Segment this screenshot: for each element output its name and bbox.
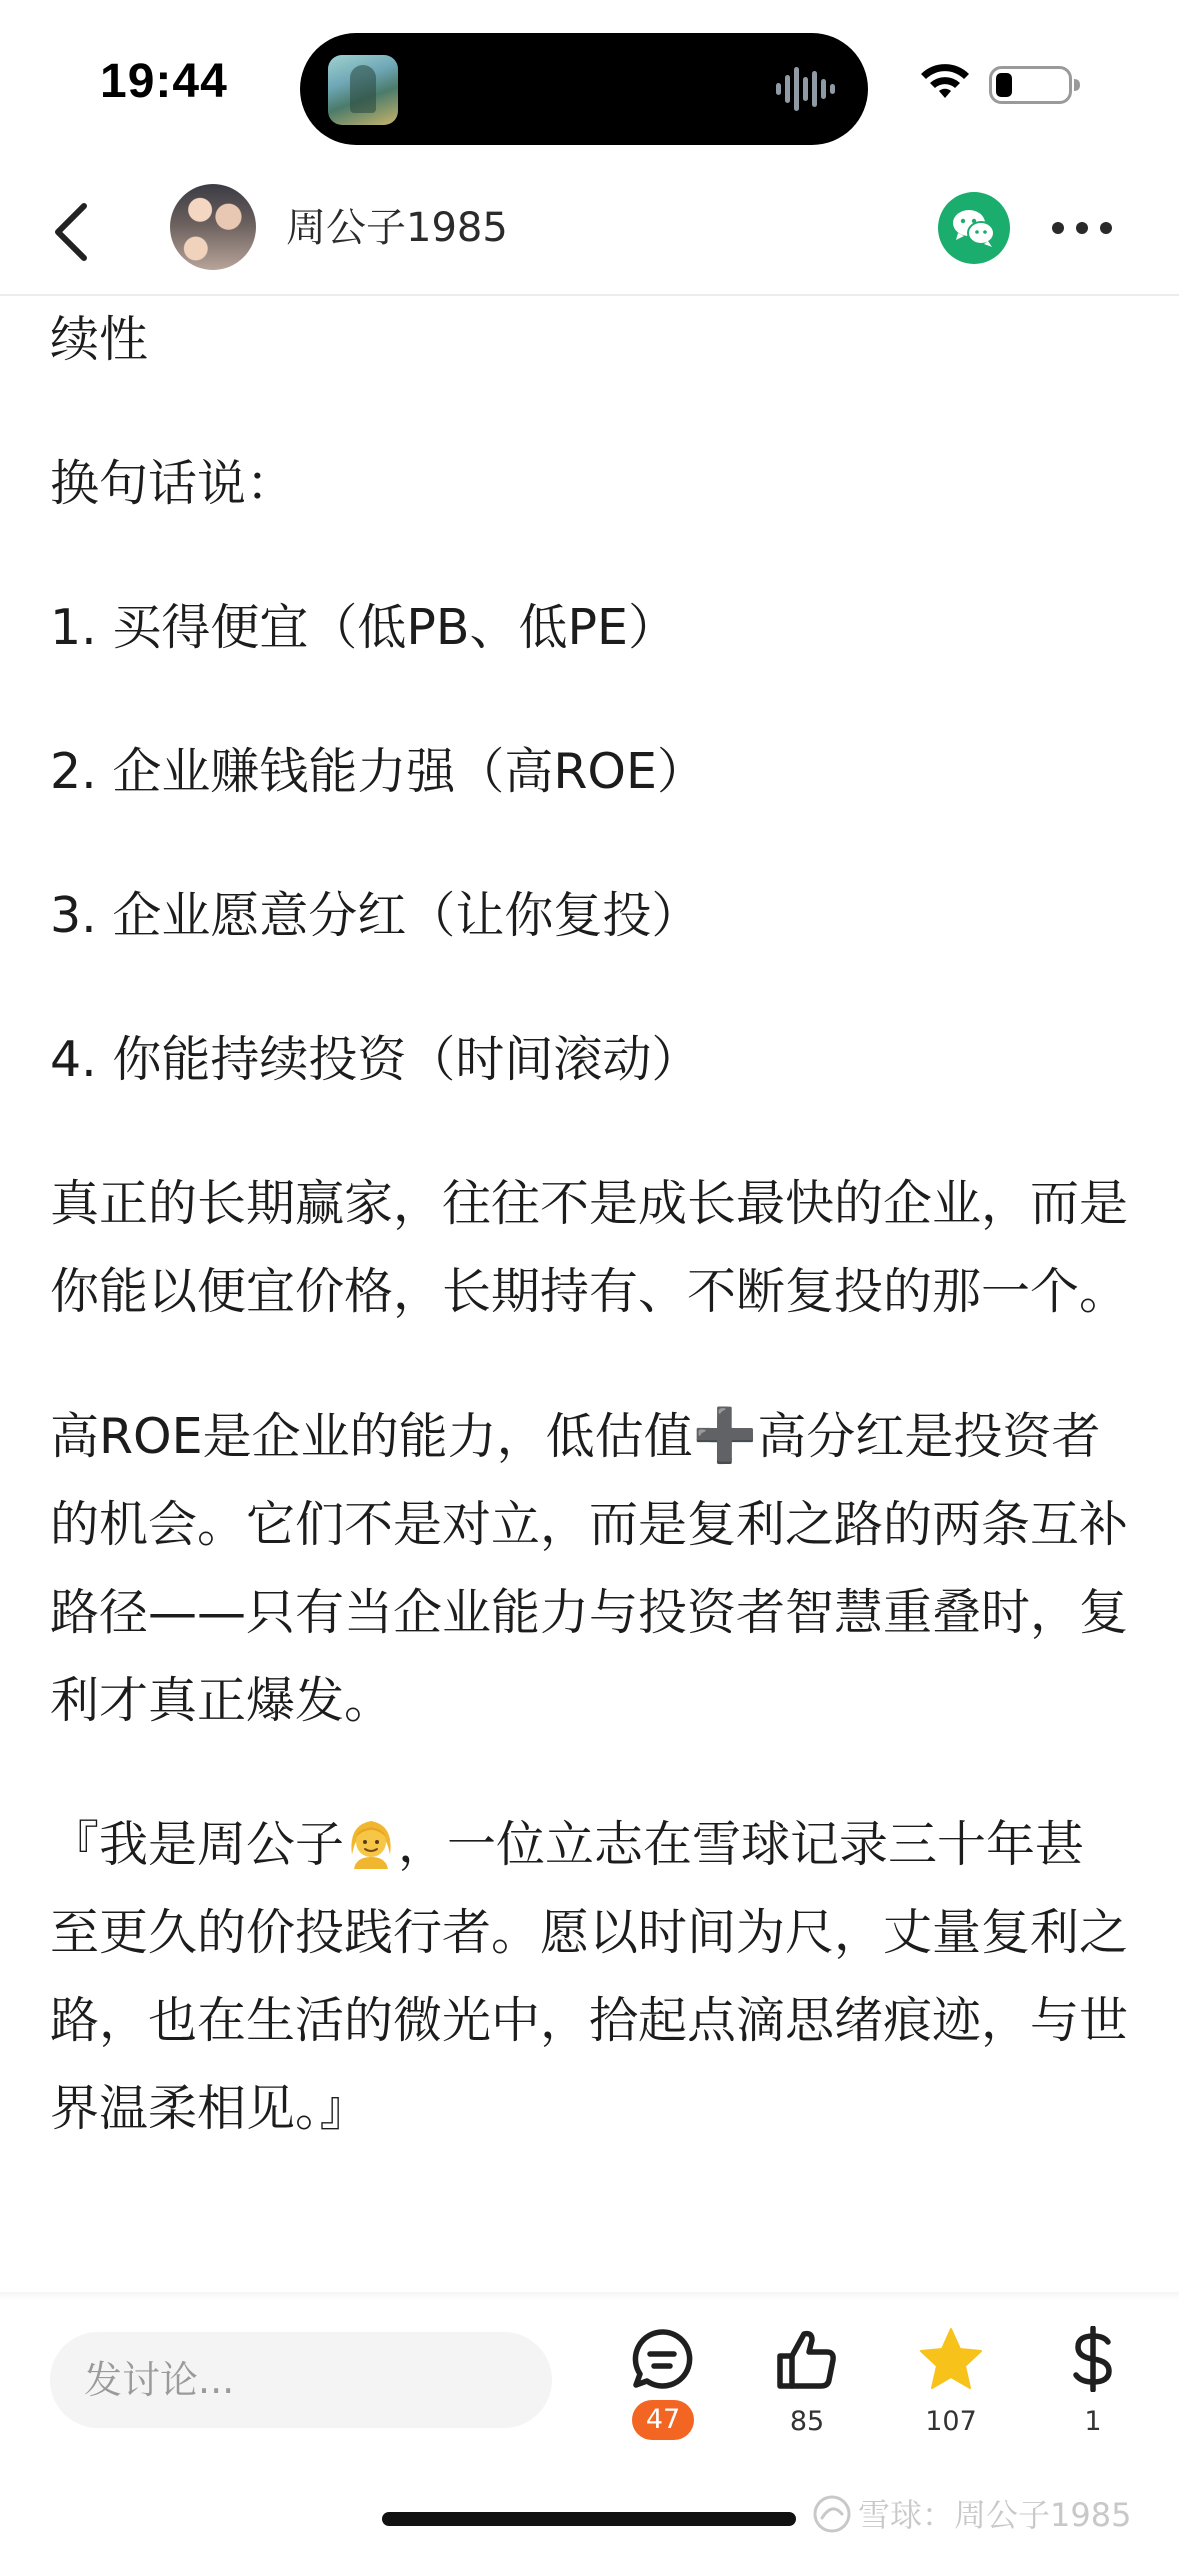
battery-icon (989, 66, 1081, 104)
home-indicator[interactable] (382, 2512, 796, 2526)
text-span: 高ROE是企业的能力，低估值 (50, 1408, 693, 1465)
favorite-count: 107 (925, 2406, 977, 2437)
status-bar (0, 0, 1179, 170)
woman-emoji-icon (344, 1815, 398, 1869)
like-button[interactable] (752, 2326, 862, 2456)
post-body (50, 296, 1130, 2153)
status-time: 19:44 (100, 55, 228, 108)
status-indicators (919, 62, 1079, 106)
list-item: 4. 你能持续投资（时间滚动） (50, 1031, 701, 1088)
snowball-logo-icon (812, 2494, 852, 2534)
comment-input[interactable] (50, 2332, 552, 2428)
comment-placeholder: 发讨论... (84, 2358, 235, 2402)
wechat-share-button[interactable] (938, 192, 1010, 264)
dynamic-island[interactable] (300, 33, 868, 145)
list-item: 1. 买得便宜（低PB、低PE） (50, 599, 677, 656)
plus-glyph: ➕ (692, 1406, 758, 1466)
more-dots-icon[interactable] (1050, 214, 1114, 242)
paragraph: 真正的长期赢家，往往不是成长最快的企业，而是你能以便宜价格，长期持有、不断复投的那一个。 (50, 1175, 1129, 1320)
watermark (812, 2490, 1131, 2540)
wechat-icon (950, 206, 998, 250)
comments-button[interactable] (608, 2326, 718, 2456)
comment-count-badge: 47 (632, 2400, 694, 2440)
text-span: 『我是周公子 (50, 1816, 345, 1873)
text-span: ，一位立志在雪球记录三十年甚至更久的价投践行者。愿以时间为尺，丈量复利之路，也在生活的微光中，拾起点滴思绪痕迹，与世界温柔相见。』 (50, 1816, 1129, 2137)
author-name[interactable]: 周公子1985 (286, 205, 508, 251)
now-playing-artwork (328, 55, 398, 125)
author-avatar[interactable] (170, 184, 256, 270)
chevron-left-icon[interactable] (44, 198, 104, 266)
paragraph: 续性 (50, 311, 149, 368)
bottom-bar-shadow (0, 2292, 1179, 2300)
favorite-button[interactable] (896, 2326, 1006, 2456)
watermark-text: 雪球：周公子1985 (858, 2496, 1132, 2534)
reward-count: 1 (1084, 2406, 1102, 2437)
comment-icon (630, 2326, 696, 2392)
like-count: 85 (789, 2406, 825, 2437)
signature-paragraph (50, 1801, 1130, 2153)
list-item: 3. 企业愿意分红（让你复投） (50, 887, 701, 944)
audio-waveform-icon (774, 61, 838, 117)
wifi-icon (919, 62, 971, 104)
dollar-icon (1060, 2326, 1126, 2392)
text-span: 高分红是投资者的机会。它们不是对立，而是复利之路的两条互补路径——只有当企业能力与投资者智慧重叠时，复利才真正爆发。 (50, 1408, 1129, 1729)
star-icon (918, 2326, 984, 2392)
paragraph-roe (50, 1392, 1130, 1745)
reward-button[interactable] (1038, 2326, 1148, 2456)
paragraph: 换句话说： (50, 455, 296, 512)
post-header (0, 170, 1179, 296)
list-item: 2. 企业赚钱能力强（高ROE） (50, 743, 706, 800)
thumbs-up-icon (774, 2326, 840, 2392)
